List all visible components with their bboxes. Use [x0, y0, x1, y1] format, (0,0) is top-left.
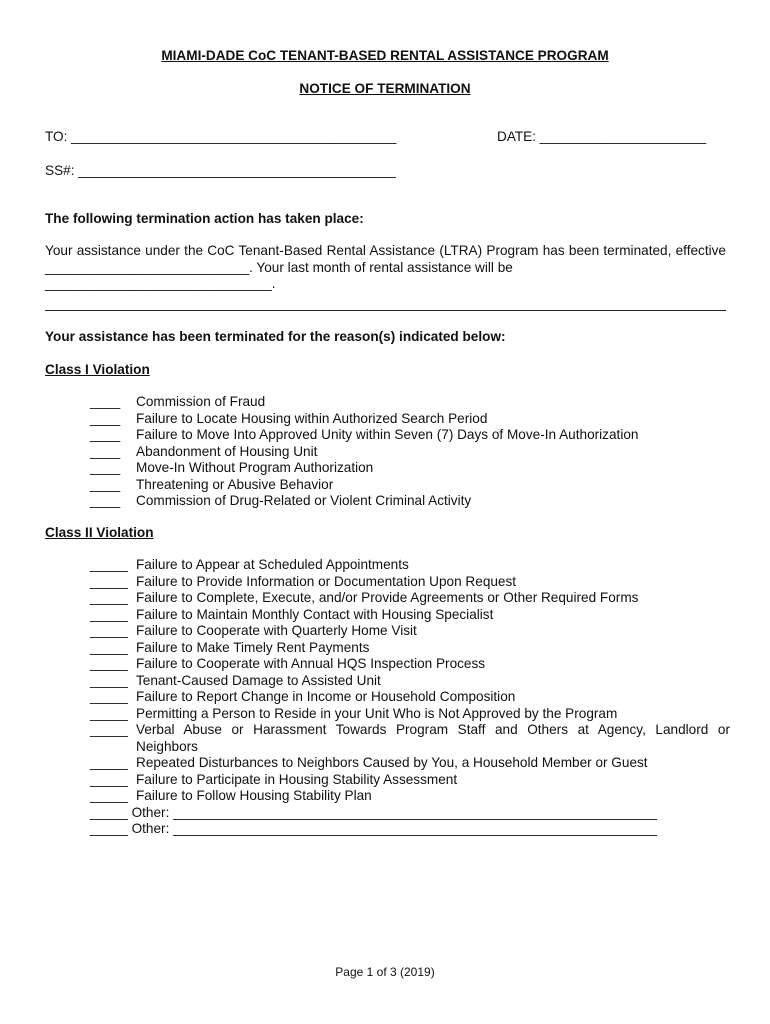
violation-label: Tenant-Caused Damage to Assisted Unit — [136, 672, 381, 688]
class1-list — [90, 394, 730, 510]
checkbox-blank[interactable]: _____ — [90, 755, 128, 770]
checklist-item[interactable] — [90, 394, 730, 411]
ss-field[interactable]: SS#: __________________________________________ — [45, 163, 396, 178]
checkbox-blank[interactable]: _____ — [90, 689, 128, 704]
checklist-item[interactable] — [90, 590, 730, 607]
checklist-item[interactable] — [90, 427, 730, 444]
violation-label: Permitting a Person to Reside in your Unit Who is Not Approved by the Program — [136, 705, 618, 721]
checkbox-blank[interactable]: ____ — [90, 394, 121, 409]
checklist-item[interactable] — [90, 493, 730, 510]
checklist-item[interactable] — [90, 444, 730, 461]
violation-label: Commission of Drug-Related or Violent Criminal Activity — [136, 493, 472, 508]
checklist-item[interactable] — [90, 460, 730, 477]
program-title: MIAMI-DADE CoC TENANT-BASED RENTAL ASSISTANCE PROGRAM — [161, 48, 609, 63]
checkbox-blank[interactable]: _____ — [90, 656, 128, 671]
other-reason-field[interactable]: _____ Other: ________________________________________________________________ — [90, 821, 657, 836]
checklist-item-continuation — [90, 739, 730, 756]
violation-label: Failure to Follow Housing Stability Plan — [136, 788, 372, 803]
reasons-heading: Your assistance has been terminated for the reason(s) indicated below: — [45, 329, 506, 344]
checklist-item[interactable] — [90, 411, 730, 428]
checklist-item[interactable] — [90, 640, 730, 657]
checklist-item[interactable] — [90, 574, 730, 591]
checkbox-blank[interactable]: _____ — [90, 788, 128, 803]
checkbox-blank[interactable]: _____ — [90, 557, 128, 572]
paragraph-last-line: ______________________________. — [45, 276, 276, 291]
checklist-item[interactable] — [90, 689, 730, 706]
checkbox-blank[interactable]: ____ — [90, 427, 121, 442]
class1-heading: Class I Violation — [45, 362, 150, 377]
termination-paragraph — [45, 243, 726, 293]
violation-label: Verbal Abuse or Harassment Towards Program Staff and Others at Agency, Landlord or — [136, 722, 730, 737]
checklist-item[interactable] — [90, 607, 730, 624]
violation-label: Failure to Locate Housing within Authorized Search Period — [136, 410, 488, 426]
violation-label: Threatening or Abusive Behavior — [136, 476, 334, 492]
checkbox-blank[interactable]: ____ — [90, 410, 121, 426]
checkbox-blank[interactable]: _____ — [90, 705, 128, 721]
checkbox-blank[interactable]: _____ — [90, 722, 128, 737]
checklist-item[interactable] — [90, 477, 730, 494]
violation-label: Move-In Without Program Authorization — [136, 460, 374, 475]
violation-label: Commission of Fraud — [136, 394, 266, 409]
checklist-item[interactable] — [90, 706, 730, 723]
violation-label: Abandonment of Housing Unit — [136, 443, 318, 459]
checkbox-blank[interactable]: _____ — [90, 623, 128, 638]
violation-label: Failure to Cooperate with Annual HQS Inspection Process — [136, 656, 486, 671]
other-reason-field[interactable]: _____ Other: ________________________________________________________________ — [90, 804, 657, 820]
checklist-item[interactable] — [90, 656, 730, 673]
page-footer: Page 1 of 3 (2019) — [335, 965, 435, 979]
checkbox-blank[interactable]: ____ — [90, 443, 121, 459]
checkbox-blank[interactable]: _____ — [90, 590, 128, 605]
violation-label: Failure to Maintain Monthly Contact with Housing Specialist — [136, 606, 494, 622]
class2-list — [90, 557, 730, 838]
checklist-item[interactable] — [90, 755, 730, 772]
violation-label: Repeated Disturbances to Neighbors Caused by You, a Household Member or Guest — [136, 755, 648, 770]
checkbox-blank[interactable]: _____ — [90, 606, 128, 622]
checklist-item[interactable] — [90, 772, 730, 789]
date-field[interactable]: DATE: ______________________ — [497, 129, 707, 144]
checklist-item[interactable] — [90, 623, 730, 640]
checkbox-blank[interactable]: ____ — [90, 476, 121, 492]
checklist-item[interactable] — [90, 673, 730, 690]
violation-label: Failure to Make Timely Rent Payments — [136, 639, 370, 655]
checklist-item[interactable] — [90, 557, 730, 574]
checkbox-blank[interactable]: ____ — [90, 460, 121, 475]
checkbox-blank[interactable]: _____ — [90, 639, 128, 655]
violation-label: Failure to Appear at Scheduled Appointments — [136, 557, 409, 572]
violation-label: Neighbors — [136, 738, 198, 754]
violation-label: Failure to Report Change in Income or Household Composition — [136, 689, 516, 704]
checklist-item[interactable] — [90, 722, 730, 739]
notice-title: NOTICE OF TERMINATION — [299, 81, 471, 96]
checklist-item[interactable] — [90, 788, 730, 805]
divider — [45, 310, 726, 311]
checkbox-blank[interactable]: _____ — [90, 672, 128, 688]
violation-label: Failure to Cooperate with Quarterly Home Visit — [136, 623, 417, 638]
indent-spacer — [90, 739, 136, 756]
violation-label: Failure to Complete, Execute, and/or Provide Agreements or Other Required Forms — [136, 590, 639, 605]
checkbox-blank[interactable]: ____ — [90, 493, 121, 508]
checkbox-blank[interactable]: _____ — [90, 771, 128, 787]
paragraph-text: Your assistance under the CoC Tenant-Based Rental Assistance (LTRA) Program has been terminated, effective ___________________________. Your last month of rental assistance will be — [45, 243, 726, 275]
termination-action-heading: The following termination action has taken place: — [45, 211, 364, 226]
violation-label: Failure to Provide Information or Documentation Upon Request — [136, 573, 517, 589]
violation-label: Failure to Move Into Approved Unity within Seven (7) Days of Move-In Authorization — [136, 427, 639, 442]
checkbox-blank[interactable]: _____ — [90, 573, 128, 589]
class2-heading: Class II Violation — [45, 525, 154, 540]
to-field[interactable]: TO: ___________________________________________ — [45, 129, 397, 144]
violation-label: Failure to Participate in Housing Stability Assessment — [136, 771, 458, 787]
